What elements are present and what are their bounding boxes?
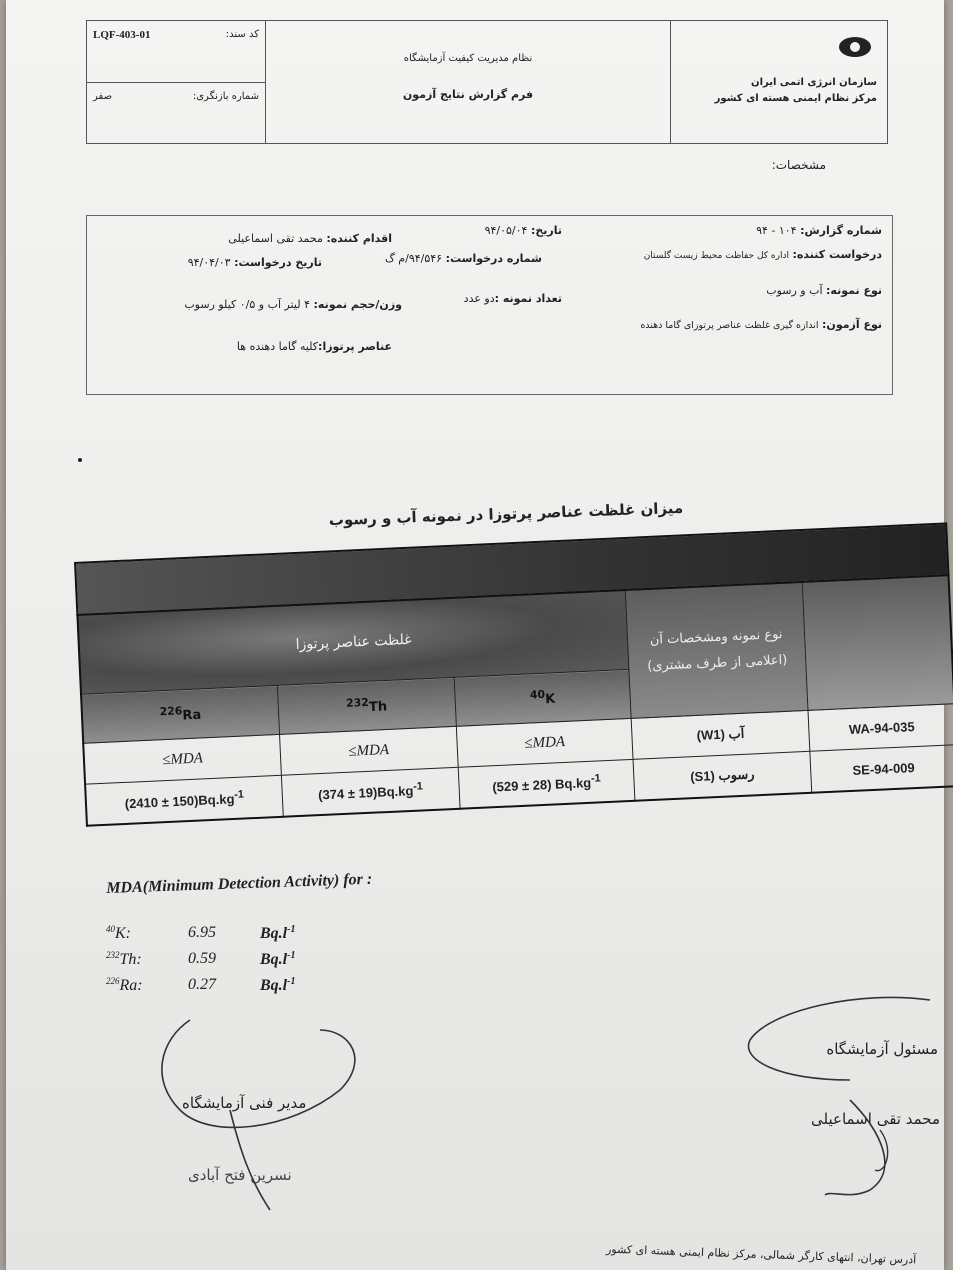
cell-code-sediment: SE-94-009 (810, 745, 953, 793)
header-codes (87, 21, 266, 143)
doc-code: LQF-403-01 (93, 29, 151, 41)
report-date: تاریخ: ۹۴/۰۵/۰۴ (484, 224, 562, 237)
results-table-wrapper (74, 522, 953, 901)
lab-responsible-name: محمد تقی اسماعیلی (811, 1110, 940, 1128)
cell-ra-sediment: $(2410 \pm 150)Bq.kg^{-1}$ (85, 775, 283, 825)
concentration-group-header: غلظت عناصر پرتوزا (77, 590, 629, 694)
revision-label: شماره بازنگری: (192, 90, 259, 102)
cell-k-water: ≤MDA (456, 718, 633, 767)
revision-value: صفر (93, 90, 113, 102)
requester: درخواست کننده: اداره کل حفاظت محیط زیست گلستان (643, 248, 882, 261)
org-line-2: مرکز نظام ایمنی هسته ای کشور (714, 93, 877, 104)
document-page (6, 0, 944, 1270)
sample-type: نوع نمونه: آب و رسوب (766, 284, 882, 297)
sample-spec-header: نوع نمونه ومشخصات آن (اعلامی از طرف مشتری) (626, 582, 808, 718)
radionuclides: عناصر پرتوزا:کلیه گاما دهنده ها (236, 340, 392, 353)
isotope-header-ra: $^{226}$Ra (81, 685, 279, 743)
cell-k-sediment: (529 ± 28) $Bq.kg^{-1}$ (458, 759, 635, 808)
stray-mark (78, 458, 82, 462)
isotope-header-k: $^{40}$K (454, 669, 632, 726)
report-number: شماره گزارش: ۱۰۴ - ۹۴ (756, 224, 882, 237)
mda-note-title: MDA(Minimum Detection Activity) for : (106, 870, 373, 897)
footer-address: آدرس تهران، انتهای کارگر شمالی، مرکز نظام ایمنی هسته ای کشور (605, 1242, 917, 1267)
cell-code-water: WA-94-035 (808, 704, 953, 752)
test-type: نوع آزمون: اندازه گیری غلظت عناصر پرتوزای گاما دهنده (640, 318, 882, 331)
sample-volume: وزن/حجم نمونه: ۴ لیتر آب و ۰/۵ کیلو رسوب (184, 298, 402, 311)
sample-code-header (802, 575, 953, 710)
mda-row-ra: $^{226}$Ra: 0.27 $Bq.l^{-1}$ (106, 976, 296, 995)
doc-code-cell (87, 21, 265, 82)
sample-count: تعداد نمونه :دو عدد (463, 292, 562, 305)
cell-th-sediment: $(374 \pm 19)Bq.kg^{-1}$ (281, 767, 459, 816)
request-number: شماره درخواست: ۹۴/۵۴۶/م گ (384, 252, 542, 265)
doc-code-label: کد سند: (225, 29, 259, 40)
system-title: نظام مدیریت کیفیت آزمایشگاه (403, 53, 533, 64)
tech-manager-name: نسرین فتح آبادی (188, 1166, 292, 1184)
performer: اقدام کننده: محمد تقی اسماعیلی (228, 232, 392, 245)
header-organization (671, 21, 887, 143)
org-line-1: سازمان انرژی اتمی ایران (751, 77, 877, 88)
document-header (86, 20, 888, 144)
report-info-box (86, 215, 893, 395)
specs-heading: مشخصات: (771, 158, 826, 172)
header-titles (266, 21, 671, 143)
aeoi-logo-icon (833, 33, 877, 63)
isotope-header-th: $^{232}$Th (277, 677, 456, 734)
request-date: تاریخ درخواست: ۹۴/۰۴/۰۳ (187, 256, 322, 269)
cell-sample-water: آب (W1) (631, 710, 809, 759)
mda-row-th: $^{232}$Th: 0.59 $Bq.l^{-1}$ (106, 950, 296, 969)
lab-responsible-title: مسئول آزمایشگاه (826, 1040, 938, 1058)
cell-ra-water: ≤MDA (83, 734, 281, 784)
cell-th-water: ≤MDA (279, 726, 457, 775)
table-title: میزان غلظت عناصر پرتوزا در نمونه آب و رسوب (328, 498, 684, 530)
revision-cell (87, 82, 265, 144)
cell-sample-sediment: رسوب (S1) (633, 751, 811, 800)
tech-manager-title: مدیر فنی آزمایشگاه (182, 1094, 307, 1112)
mda-row-k: $^{40}$K: 6.95 $Bq.l^{-1}$ (106, 924, 296, 943)
results-table (76, 574, 953, 826)
form-title: فرم گزارش نتایج آزمون (402, 88, 534, 101)
